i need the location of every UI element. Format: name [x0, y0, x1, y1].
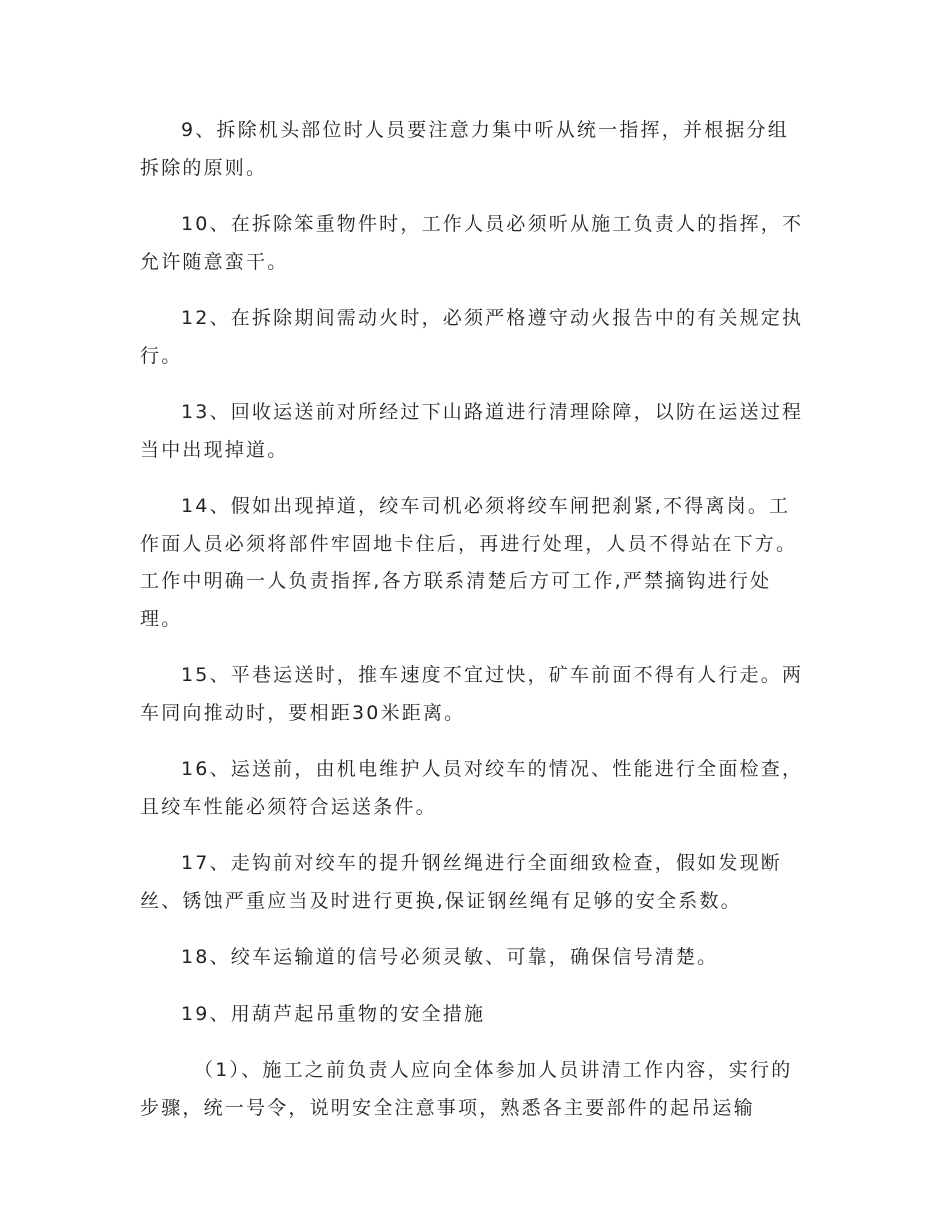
paragraph-10: 10、在拆除笨重物件时，工作人员必须听从施工负责人的指挥，不允许随意蛮干。: [140, 213, 804, 273]
paragraph-16: 16、运送前，由机电维护人员对绞车的情况、性能进行全面检查，且绞车性能必须符合运送条件。: [140, 758, 804, 818]
paragraph-12: 12、在拆除期间需动火时，必须严格遵守动火报告中的有关规定执行。: [140, 307, 804, 367]
paragraph-13: 13、回收运送前对所经过下山路道进行清理除障，以防在运送过程当中出现掉道。: [140, 401, 804, 461]
paragraph-9: 9、拆除机头部位时人员要注意力集中听从统一指挥，并根据分组拆除的原则。: [140, 119, 789, 179]
paragraph-14: 14、假如出现掉道，绞车司机必须将绞车闸把刹紧,不得离岗。工作面人员必须将部件牢固地卡住后，再进行处理，人员不得站在下方。工作中明确一人负责指挥,各方联系清楚后方可工作,严禁摘钩进行处理。: [140, 495, 798, 630]
paragraph-17: 17、走钩前对绞车的提升钢丝绳进行全面细致检查，假如发现断丝、锈蚀严重应当及时进行更换,保证钢丝绳有足够的安全系数。: [140, 852, 782, 912]
paragraph-19-1: （1）、施工之前负责人应向全体参加人员讲清工作内容，实行的步骤，统一号令，说明安全注意事项，熟悉各主要部件的起吊运输: [140, 1059, 793, 1119]
paragraph-19: 19、用葫芦起吊重物的安全措施: [181, 1002, 486, 1025]
document-page: [140, 112, 808, 1146]
paragraph-15: 15、平巷运送时，推车速度不宜过快，矿车前面不得有人行走。两车同向推动时，要相距30米距离。: [140, 664, 804, 724]
paragraph-18: 18、绞车运输道的信号必须灵敏、可靠，确保信号清楚。: [181, 946, 719, 968]
